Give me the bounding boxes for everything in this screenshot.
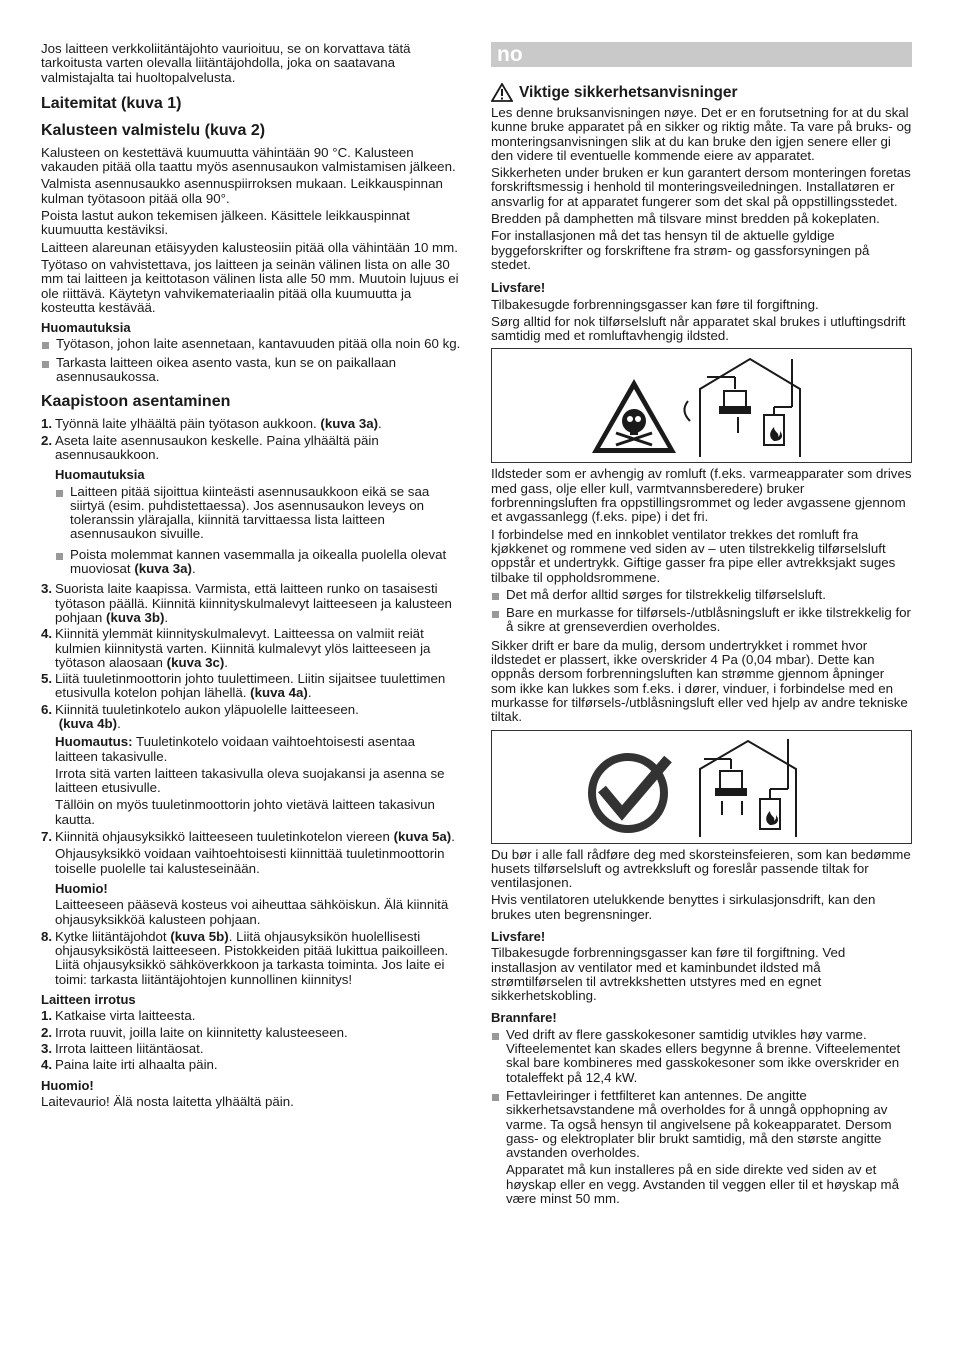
- bullet-text: Fettavleiringer i fettfilteret kan antennes. De angitte sikkerhetsavstandene må overholdes for å unngå opphopning av varme. Ta også hensyn til angivelsene på kokeapparatet. Dersom gass- og elektroplater blir brukt samtidig, må den største angitte avstanden overholdes.: [506, 1087, 892, 1161]
- note-text: Tuuletinkotelo voidaan vaihtoehtoisesti asentaa laitteen takasivulle.: [55, 734, 415, 764]
- figure-ref: (kuva 3b): [106, 609, 165, 625]
- bullet-item: Ved drift av flere gasskokesoner samtidig utvikles høy varme. Vifteelementet kan skades ellers begynne å brenne. Vifteelementet skal bare kombineres med gasskokesoner som ikke overskrider en totaleffekt på 12,4 kW.: [491, 1028, 912, 1085]
- step-text: Paina laite irti alhaalta päin.: [55, 1057, 218, 1073]
- step-text: Kiinnitä ohjausyksikkö laitteeseen tuuletinkotelon viereen: [55, 829, 390, 845]
- notes-title: Huomautuksia: [55, 467, 145, 483]
- note-item: Laitteen pitää sijoittua kiinteästi asennusaukkoon eikä se saa siirtyä (esim. puhdistettaessa). Jos asennusaukon leveys on toleranssin ylärajalla, kiinnitä tarvittaessa lista laitteen asennusaukon sivuille.: [55, 485, 461, 542]
- step-text: Kiinnitä ylemmät kiinnityskulmalevyt. Laitteessa on valmiit reiät kulmien kiinnitystä varten. Kiinnitä kulmalevyt ylös laitteeseen ja työtason alaosaan: [55, 626, 431, 670]
- step-1: 1. Työnnä laite ylhäältä päin työtason aukkoon. (kuva 3a).: [41, 416, 382, 432]
- step-2: [41, 434, 461, 577]
- figure-ref: (kuva 5a): [393, 829, 452, 845]
- step-3: 3. Suorista laite kaapissa. Varmista, että laitteen runko on tasaisesti työtason päällä. Kiinnitä kiinnityskulmalevyt laitteeseen ja kalusteen pohjaan (kuva 3b).: [41, 581, 452, 625]
- step-number: 5.: [41, 671, 53, 687]
- step-number: 6.: [41, 701, 53, 717]
- step-7: 7. Kiinnitä ohjausyksikkö laitteeseen tuuletinkotelon viereen (kuva 5a). Ohjausyksikkö voidaan vaihtoehtoisesti kiinnittää tuuletinmoottorin toiselle puolelle tai kalusteseinään. Huomio! Laitteeseen pääsevä kosteus voi aiheuttaa sähköiskun. Älä kiinnitä ohjausyksikköä kalusteen pohjaan.: [41, 830, 461, 927]
- right-column: [491, 42, 912, 1210]
- step-text: Aseta laite asennusaukon keskelle. Paina ylhäältä päin asennusaukkoon.: [55, 432, 379, 462]
- removal-step: [41, 1058, 461, 1072]
- figure-ref: (kuva 3c): [166, 654, 225, 670]
- fig1-text: Ildsteder som er avhengig av romluft (f.eks. varmeapparater som drives med gass, olje eller kull, varmtvannsberedere) bruker forbrenningsluften fra oppstillingsrommet og leder avgassene gjennom et avgassanlegg (f.eks. pipe) i det fri.: [491, 466, 912, 525]
- removal-step: [41, 1042, 461, 1056]
- figure-ref: (kuva 5b): [170, 928, 229, 944]
- bullet-item: [491, 1089, 912, 1206]
- fig1-text: I forbindelse med en innkoblet ventilator trekkes det romluft fra kjøkkenet og rommene ved siden av – uten tilstrekkelig tilførselsluft oppstår et undertrykk. Giftige gasser fra pipe eller avtrekksjakt suges tilbake til oppholdsrommene.: [491, 526, 896, 585]
- prep-paragraph: Työtaso on vahvistettava, jos laitteen ja seinän välinen lista on alle 30 mm tai laitteen ja keittotason välinen lista alle 50 mm. Muutoin lujuus ei ole riittävä. Käytetyn vahvikemateriaalin pitää olla kuumuutta ja kosteutta kestävää.: [41, 256, 459, 315]
- danger-title: Livsfare!: [491, 928, 546, 944]
- fig2-text: Hvis ventilatoren utelukkende benyttes i sirkulasjonsdrift, kan den brukes uten begrensninger.: [491, 892, 876, 922]
- figure-poison-warning: [491, 348, 912, 463]
- notes-title: Huomautuksia: [41, 320, 131, 336]
- heading-laitemitat: Laitemitat (kuva 1): [41, 94, 182, 112]
- prep-paragraph: Kalusteen on kestettävä kuumuutta vähintään 90 °C. Kalusteen vakauden pitää olla taattu myös asennusaukon valmistamisen jälkeen.: [41, 144, 456, 175]
- caution-text: Laitevaurio! Älä nosta laitetta ylhäältä päin.: [41, 1093, 294, 1109]
- safety-heading: [491, 83, 912, 102]
- irrotus-title: Laitteen irrotus: [41, 992, 136, 1008]
- prep-paragraph: Poista lastut aukon tekemisen jälkeen. Käsittele leikkauspinnat kuumuutta kestäviksi.: [41, 208, 410, 238]
- step-text: Työnnä laite ylhäältä päin työtason aukkoon.: [55, 416, 317, 432]
- figure-safe-ventilation: [491, 730, 912, 844]
- note-label: Huomautus:: [55, 734, 133, 750]
- house-diagram-icon: [700, 739, 796, 837]
- skull-hazard-icon: [592, 379, 676, 453]
- step-text: Kytke liitäntäjohdot: [55, 928, 167, 944]
- figure-ref: (kuva 4b): [58, 715, 118, 731]
- bullet-item: Bare en murkasse for tilførsels-/utblåsningsluft er ikke tilstrekkelig for å sikre at grenseverdien overholdes.: [491, 606, 912, 635]
- step-6: 6. Kiinnitä tuuletinkotelo aukon yläpuolelle laitteeseen. (kuva 4b). Huomautus: Tuuletinkotelo voidaan vaihtoehtoisesti asentaa laitteen takasivulle. Irrota sitä varten laitteen takasivulla oleva suojakansi ja asenna se laitteen etusivulle. Tällöin on myös tuuletinmoottorin johto vietävä laitteen takasivun kautta.: [41, 703, 461, 827]
- step-text: Suorista laite kaapissa. Varmista, että laitteen runko on tasaisesti työtason päällä. Kiinnitä kiinnityskulmalevyt laitteeseen ja kalusteen pohjaan: [55, 581, 452, 625]
- checkmark-icon: [592, 757, 668, 829]
- step-number: 3.: [41, 1040, 53, 1056]
- danger-text: Sørg alltid for nok tilførselsluft når apparatet skal brukes i utluftingsdrift samtidig med et romluftavhengig ildsted.: [491, 313, 906, 344]
- figure-ref: (kuva 4a): [250, 685, 308, 701]
- step-paragraph: Tällöin on myös tuuletinmoottorin johto vietävä laitteen takasivun kautta.: [55, 797, 435, 827]
- caution-text: Laitteeseen pääsevä kosteus voi aiheuttaa sähköiskun. Älä kiinnitä ohjausyksikköä kalusteen pohjaan.: [55, 897, 449, 927]
- flame-icon: [766, 811, 778, 825]
- removal-step: [41, 1009, 461, 1023]
- fire-danger-title: Brannfare!: [491, 1010, 557, 1026]
- fig2-text: Du bør i alle fall rådføre deg med skorsteinsfeieren, som kan bedømme husets tilførselsluft og avtrekksluft og foreslår passende tiltak for ventilasjonen.: [491, 846, 911, 891]
- intro-paragraph: For installasjonen må det tas hensyn til de aktuelle gyldige byggeforskrifter og forskriftene fra strøm- og gassforsyningen på stedet.: [491, 228, 870, 272]
- intro-paragraph: Les denne bruksanvisningen nøye. Det er en forutsetning for at du skal kunne bruke apparatet på en sikker og riktig måte. Ta vare på bruks- og monteringsanvisningen slik at du kan bruke den igjen senere eller gi den videre til eventuelle kommende eiere av apparatet.: [491, 105, 912, 163]
- step-number: 3.: [41, 581, 53, 597]
- step-text: Kiinnitä tuuletinkotelo aukon yläpuolelle laitteeseen.: [55, 701, 359, 717]
- danger-text: Tilbakesugde forbrenningsgasser kan føre til forgiftning.: [491, 296, 819, 312]
- step-text: Katkaise virta laitteesta.: [55, 1008, 196, 1024]
- heading-kalusteen-valmistelu: Kalusteen valmistelu (kuva 2): [41, 121, 266, 139]
- install-steps: [41, 417, 461, 987]
- bullet-item: Det må derfor alltid sørges for tilstrekkelig tilførselsluft.: [491, 588, 912, 602]
- bullet-paragraph: Apparatet må kun installeres på en side direkte ved siden av et høyskap eller en vegg. Avstanden til veggen eller til et høyskap må være minst 50 mm.: [506, 1162, 899, 1207]
- removal-step: [41, 1026, 461, 1040]
- step-number: 4.: [41, 1057, 53, 1073]
- left-column: [41, 42, 461, 1112]
- step-text: Irrota laitteen liitäntäosat.: [55, 1040, 204, 1056]
- note-item: Tarkasta laitteen oikea asento vasta, kun se on paikallaan asennusaukossa.: [41, 356, 461, 385]
- figure-ref: (kuva 3a): [134, 561, 192, 577]
- house-diagram-icon: [684, 359, 800, 457]
- step-paragraph: Ohjausyksikkö voidaan vaihtoehtoisesti kiinnittää tuuletinmoottorin toiselle puolelle tai kalusteseinään.: [55, 846, 445, 876]
- step-number: 1.: [41, 1008, 53, 1024]
- step-2-notes: [55, 468, 461, 576]
- step-number: 2.: [41, 1024, 53, 1040]
- step-number: 4.: [41, 626, 53, 642]
- step-text: Liitä ohjausyksikön huolellisesti ohjausyksiköstä laitteeseen. Pistokkeiden pitää lukittua paikoilleen. Liitä ohjausyksikkö sähköverkkoon ja tarkasta toiminta. Jos laite ei toimi: tarkasta liitäntäjohtojen kunnollinen kiinnitys!: [55, 928, 449, 987]
- intro-paragraph: Jos laitteen verkkoliitäntäjohto vaurioituu, se on korvattava tätä tarkoitusta varten olevalla liitäntäjohdolla, joka on saatavana valmistajalta tai huoltopalvelusta.: [41, 41, 411, 85]
- note-item: Poista molemmat kannen vasemmalla ja oikealla puolella olevat muoviosat (kuva 3a).: [55, 548, 461, 577]
- step-4: 4. Kiinnitä ylemmät kiinnityskulmalevyt. Laitteessa on valmiit reiät kulmien kiinnitystä varten. Kiinnitä kulmalevyt ylös laitteeseen ja työtason alaosaan (kuva 3c).: [41, 626, 431, 670]
- removal-steps: [41, 1009, 461, 1072]
- figure-ref: (kuva 3a): [320, 416, 379, 432]
- warning-triangle-icon: [491, 83, 513, 102]
- step-number: 8.: [41, 928, 53, 944]
- heading-kaapistoon: Kaapistoon asentaminen: [41, 393, 231, 411]
- step-text: Irrota ruuvit, joilla laite on kiinnitetty kalusteeseen.: [55, 1024, 348, 1040]
- prep-paragraph: Laitteen alareunan etäisyyden kalusteosiin pitää olla vähintään 10 mm.: [41, 239, 458, 255]
- step-number: 1.: [41, 416, 53, 432]
- language-tag: no: [491, 42, 912, 67]
- flame-icon: [770, 427, 782, 441]
- note-text: Poista molemmat kannen vasemmalla ja oikealla puolella olevat muoviosat: [70, 546, 447, 577]
- safe-paragraph: Sikker drift er bare da mulig, dersom undertrykket i rommet hvor ildstedet er plassert, ikke overskrider 4 Pa (0,04 mbar). Dette kan oppnås dersom forbrenningsluften kan strømme gjennom åpninger som ikke kan lukkes som f.eks. i dører, vinduer, i forbindelse med en murkasse for tilførsels-/utblåsningsluft eller ved hjelp av andre tekniske tiltak.: [491, 637, 908, 725]
- step-number: 2.: [41, 432, 53, 448]
- intro-paragraph: Bredden på damphetten må tilsvare minst bredden på kokeplaten.: [491, 211, 880, 227]
- danger-text: Tilbakesugde forbrenningsgasser kan føre til forgiftning. Ved installasjon av ventilator med et kaminbundet ildsted må strømtilførselen til avtrekkshetten utstyres med en egnet sikkerhetskobling.: [491, 945, 846, 1004]
- safety-title: Viktige sikkerhetsanvisninger: [519, 83, 738, 101]
- intro-paragraph: Sikkerheten under bruken er kun garantert dersom monteringen foretas forskriftsmessig i henhold til monteringsveiledningen. Installatøren er ansvarlig for at apparatet fungerer som det skal på oppstillingsstedet.: [491, 165, 911, 209]
- step-text: Liitä tuuletinmoottorin johto tuulettimeen. Liitin sijaitsee tuulettimen etusivulla kotelon pohjan lähellä.: [55, 671, 446, 701]
- step-5: 5. Liitä tuuletinmoottorin johto tuulettimeen. Liitin sijaitsee tuulettimen etusivulla kotelon pohjan lähellä. (kuva 4a).: [41, 671, 446, 701]
- step-note: [55, 735, 461, 764]
- step-paragraph: Irrota sitä varten laitteen takasivulla oleva suojakansi ja asenna se laitteen etusivulle.: [55, 765, 445, 796]
- prep-paragraph: Valmista asennusaukko asennuspiirroksen mukaan. Leikkauspinnan kulman työtasoon pitää olla 90°.: [41, 176, 443, 206]
- step-8: 8. Kytke liitäntäjohdot (kuva 5b). Liitä ohjausyksikön huolellisesti ohjausyksiköstä laitteeseen. Pistokkeiden pitää lukittua paikoilleen. Liitä ohjausyksikkö sähköverkkoon ja tarkasta toiminta. Jos laite ei toimi: tarkasta liitäntäjohtojen kunnollinen kiinnitys!: [41, 928, 449, 987]
- danger-title: Livsfare!: [491, 280, 546, 296]
- caution-title: Huomio!: [55, 880, 108, 896]
- caution-title: Huomio!: [41, 1077, 94, 1093]
- note-item: Työtason, johon laite asennetaan, kantavuuden pitää olla noin 60 kg.: [41, 337, 461, 351]
- step-number: 7.: [41, 829, 53, 845]
